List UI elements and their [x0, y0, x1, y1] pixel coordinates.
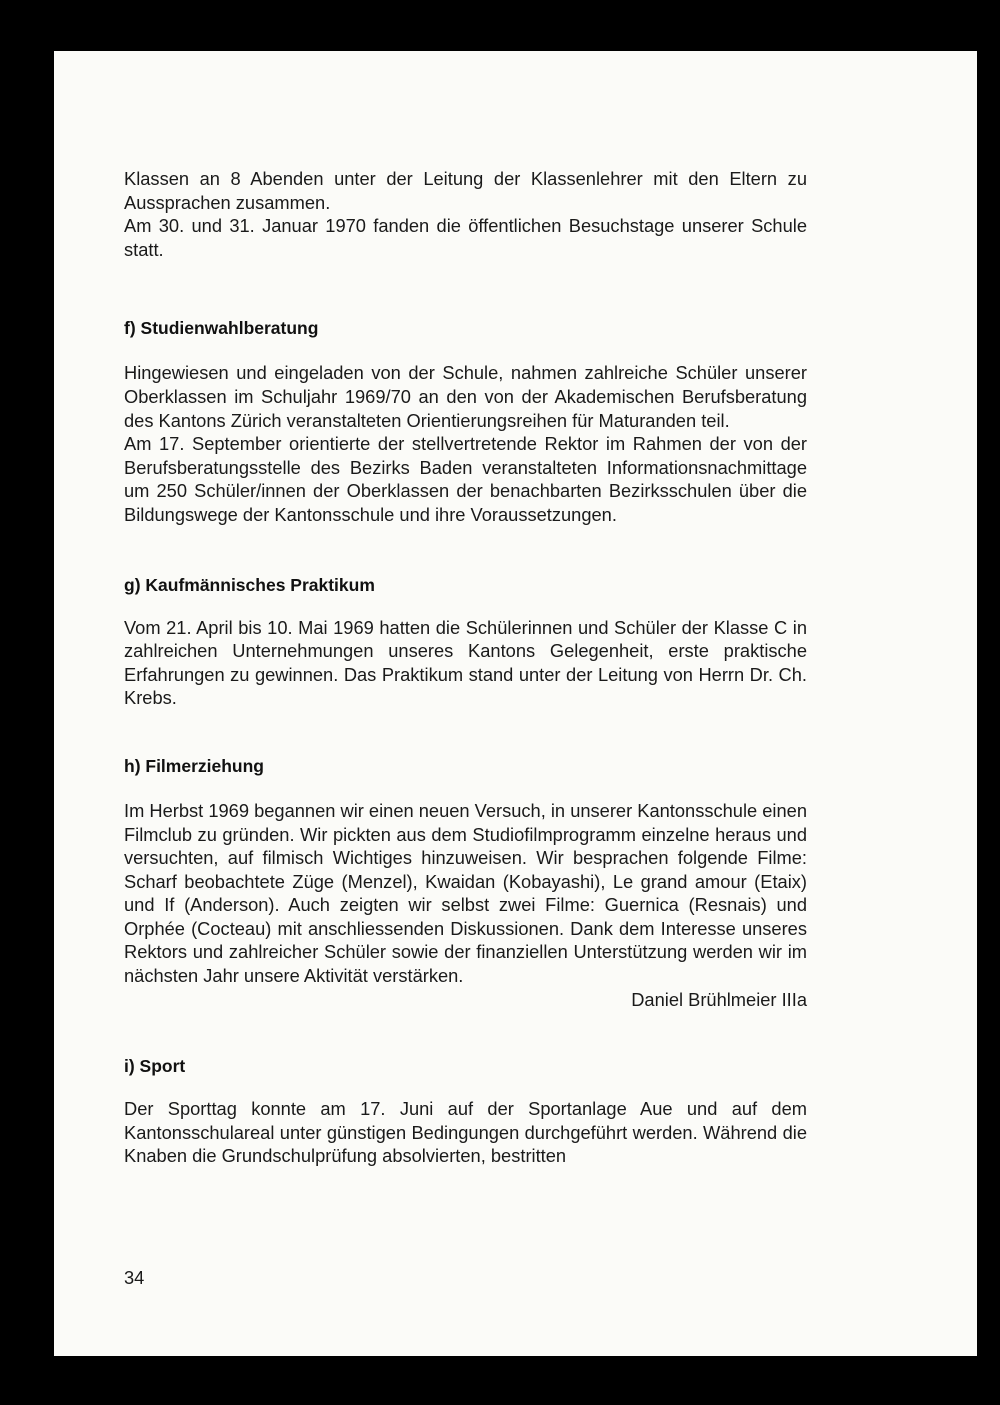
section-heading-studienwahlberatung: f) Studienwahlberatung: [124, 318, 319, 339]
document-page: [54, 51, 977, 1356]
section-h-signature: Daniel Brühlmeier IIIa: [631, 988, 807, 1010]
section-f-paragraph-2: Am 17. September orientierte der stellvertretende Rektor im Rahmen der von der Berufsberatungsstelle des Bezirks Baden veranstalteten Informationsnachmittage um 250 Schüler/innen der Oberklassen der benachbarten Bezirksschulen über die Bildungswege der Kantonsschule und ihre Voraussetzungen.: [124, 433, 807, 525]
section-i-paragraph-1: Der Sporttag konnte am 17. Juni auf der Sportanlage Aue und auf dem Kantonsschulareal unter günstigen Bedingungen durchgeführt werden. Während die Knaben die Grundschulprüfung absolvierten, bestritten: [124, 1098, 807, 1167]
page-number: 34: [124, 1267, 145, 1288]
section-h-paragraph-1: Im Herbst 1969 begannen wir einen neuen Versuch, in unserer Kantonsschule einen Filmclub zu gründen. Wir pickten aus dem Studiofilmprogramm einzelne heraus und versuchten, auf filmisch Wichtiges hinzuweisen. Wir besprachen folgende Filme: Scharf beobachtete Züge (Menzel), Kwaidan (Kobayashi), Le grand amour (Etaix) und If (Anderson). Auch zeigten wir selbst zwei Filme: Guernica (Resnais) und Orphée (Cocteau) mit anschliessenden Diskussionen. Dank dem Interesse unseres Rektors und zahlreicher Schüler sowie der finanziellen Unterstützung werden wir im nächsten Jahr unsere Aktivität verstärken.: [124, 799, 807, 987]
page-content: [124, 167, 807, 1168]
section-heading-sport: i) Sport: [124, 1056, 186, 1077]
section-f-paragraph-1: Hingewiesen und eingeladen von der Schule, nahmen zahlreiche Schüler unserer Oberklassen im Schuljahr 1969/70 an den von der Akademischen Berufsberatung des Kantons Zürich veranstalteten Orientierungsreihen für Maturanden teil.: [124, 362, 807, 431]
intro-paragraph-1: Klassen an 8 Abenden unter der Leitung der Klassenlehrer mit den Eltern zu Aussprachen zusammen.: [124, 168, 807, 213]
section-heading-kaufmaennisches-praktikum: g) Kaufmännisches Praktikum: [124, 574, 375, 595]
section-heading-filmerziehung: h) Filmerziehung: [124, 755, 264, 776]
section-g-paragraph-1: Vom 21. April bis 10. Mai 1969 hatten die Schülerinnen und Schüler der Klasse C in zahlreichen Unternehmungen unseres Kantons Gelegenheit, erste praktische Erfahrungen zu gewinnen. Das Praktikum stand unter der Leitung von Herrn Dr. Ch. Krebs.: [124, 616, 807, 709]
intro-paragraph-2: Am 30. und 31. Januar 1970 fanden die öffentlichen Besuchstage unserer Schule statt.: [124, 215, 807, 260]
